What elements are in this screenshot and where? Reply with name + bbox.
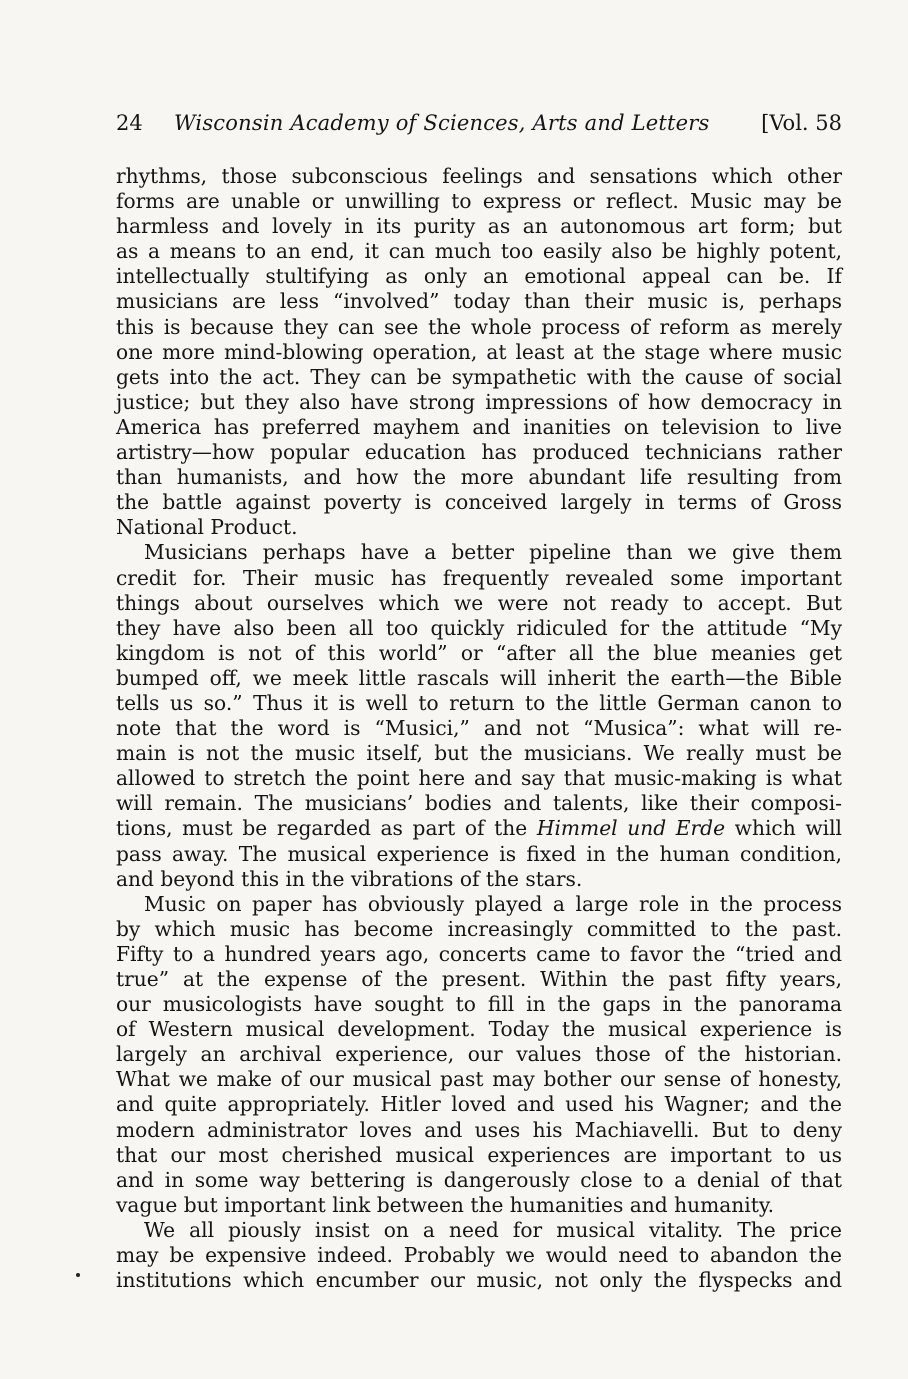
- text-line: largely an archival experience, our values those of the historian.: [116, 1042, 842, 1067]
- text-line: justice; but they also have strong impressions of how democracy in: [116, 389, 842, 414]
- paragraph-3: [116, 892, 842, 1218]
- volume-label: [Vol. 58: [761, 111, 842, 135]
- text-line: as a means to an end, it can much too easily also be highly potent,: [116, 239, 842, 264]
- text-line: forms are unable or unwilling to express or reflect. Music may be: [116, 189, 842, 214]
- text-line: that our most cherished musical experiences are important to us: [116, 1142, 842, 1167]
- text-line: than humanists, and how the more abundant life resulting from: [116, 465, 842, 490]
- text-line: bumped off, we meek little rascals will inherit the earth—the Bible: [116, 665, 842, 690]
- text-line: credit for. Their music has frequently revealed some important: [116, 565, 842, 590]
- text-line: Fifty to a hundred years ago, concerts came to favor the “tried and: [116, 941, 842, 966]
- text-line: National Product.: [116, 515, 298, 540]
- text-line: true” at the expense of the present. Within the past fifty years,: [116, 967, 842, 991]
- journal-title: Wisconsin Academy of Sciences, Arts and Letters: [174, 111, 710, 135]
- text-line: intellectually stultifying as only an emotional appeal can be. If: [116, 264, 842, 289]
- text-line: gets into the act. They can be sympathetic with the cause of social: [116, 364, 842, 389]
- text-line: this is because they can see the whole process of reform as merely: [116, 314, 842, 339]
- book-page: [116, 108, 842, 1293]
- text-line: pass away. The musical experience is fixed in the human condition,: [116, 841, 842, 866]
- italic-phrase: Himmel und Erde: [536, 816, 726, 841]
- running-head: [116, 108, 842, 138]
- text-line: things about ourselves which we were not ready to accept. But: [116, 590, 842, 615]
- text-line: one more mind-blowing operation, at least at the stage where music: [116, 339, 842, 364]
- text-line: kingdom is not of this world” or “after all the blue meanies get: [116, 640, 842, 665]
- text-line: by which music has become increasingly committed to the past.: [116, 916, 842, 941]
- paragraph-2: [116, 540, 842, 891]
- text-line: main is not the music itself, but the musicians. We really must be: [116, 741, 842, 766]
- text-line: of Western musical development. Today the musical experience is: [116, 1017, 842, 1042]
- text-line: artistry—how popular education has produced technicians rather: [116, 440, 842, 465]
- paragraph-1: [116, 164, 842, 540]
- text-line: our musicologists have sought to fill in the gaps in the panorama: [116, 992, 842, 1017]
- text-segment: tions, must be regarded as part of the: [116, 816, 537, 841]
- text-line: musicians are less “involved” today than their music is, perhaps: [116, 289, 842, 314]
- text-line: Music on paper has obviously played a large role in the process: [144, 891, 842, 916]
- text-line: and quite appropriately. Hitler loved and used his Wagner; and the: [116, 1092, 842, 1117]
- text-line: harmless and lovely in its purity as an autonomous art form; but: [116, 214, 842, 239]
- page-number: 24: [116, 111, 143, 135]
- text-line: and in some way bettering is dangerously close to a denial of that: [116, 1167, 842, 1192]
- text-line: tells us so.” Thus it is well to return to the little German canon to: [116, 690, 842, 715]
- text-line: institutions which encumber our music, not only the flyspecks and: [116, 1268, 842, 1293]
- text-line: modern administrator loves and uses his Machiavelli. But to deny: [116, 1117, 842, 1142]
- text-line: rhythms, those subconscious feelings and sensations which other: [116, 164, 842, 188]
- text-line: Musicians perhaps have a better pipeline than we give them: [144, 540, 842, 565]
- text-line: and beyond this in the vibrations of the stars.: [116, 866, 583, 891]
- text-line: We all piously insist on a need for musical vitality. The price: [144, 1217, 842, 1242]
- text-line-mixed: [116, 816, 842, 841]
- text-line: America has preferred mayhem and inanities on television to live: [116, 414, 842, 439]
- text-line: vague but important link between the humanities and humanity.: [116, 1192, 775, 1217]
- text-line: the battle against poverty is conceived largely in terms of Gross: [116, 490, 842, 515]
- text-line: allowed to stretch the point here and say that music-making is what: [116, 766, 842, 791]
- text-line: may be expensive indeed. Probably we would need to abandon the: [116, 1243, 842, 1268]
- text-line: will remain. The musicians’ bodies and talents, like their composi-: [116, 791, 842, 816]
- paragraph-4: [116, 1218, 842, 1293]
- margin-speck: [76, 1273, 80, 1277]
- text-line: note that the word is “Musici,” and not “Musica”: what will re-: [116, 716, 842, 741]
- text-line: What we make of our musical past may bother our sense of honesty,: [116, 1067, 842, 1092]
- text-segment: which will: [725, 816, 843, 841]
- text-line: they have also been all too quickly ridiculed for the attitude “My: [116, 615, 842, 640]
